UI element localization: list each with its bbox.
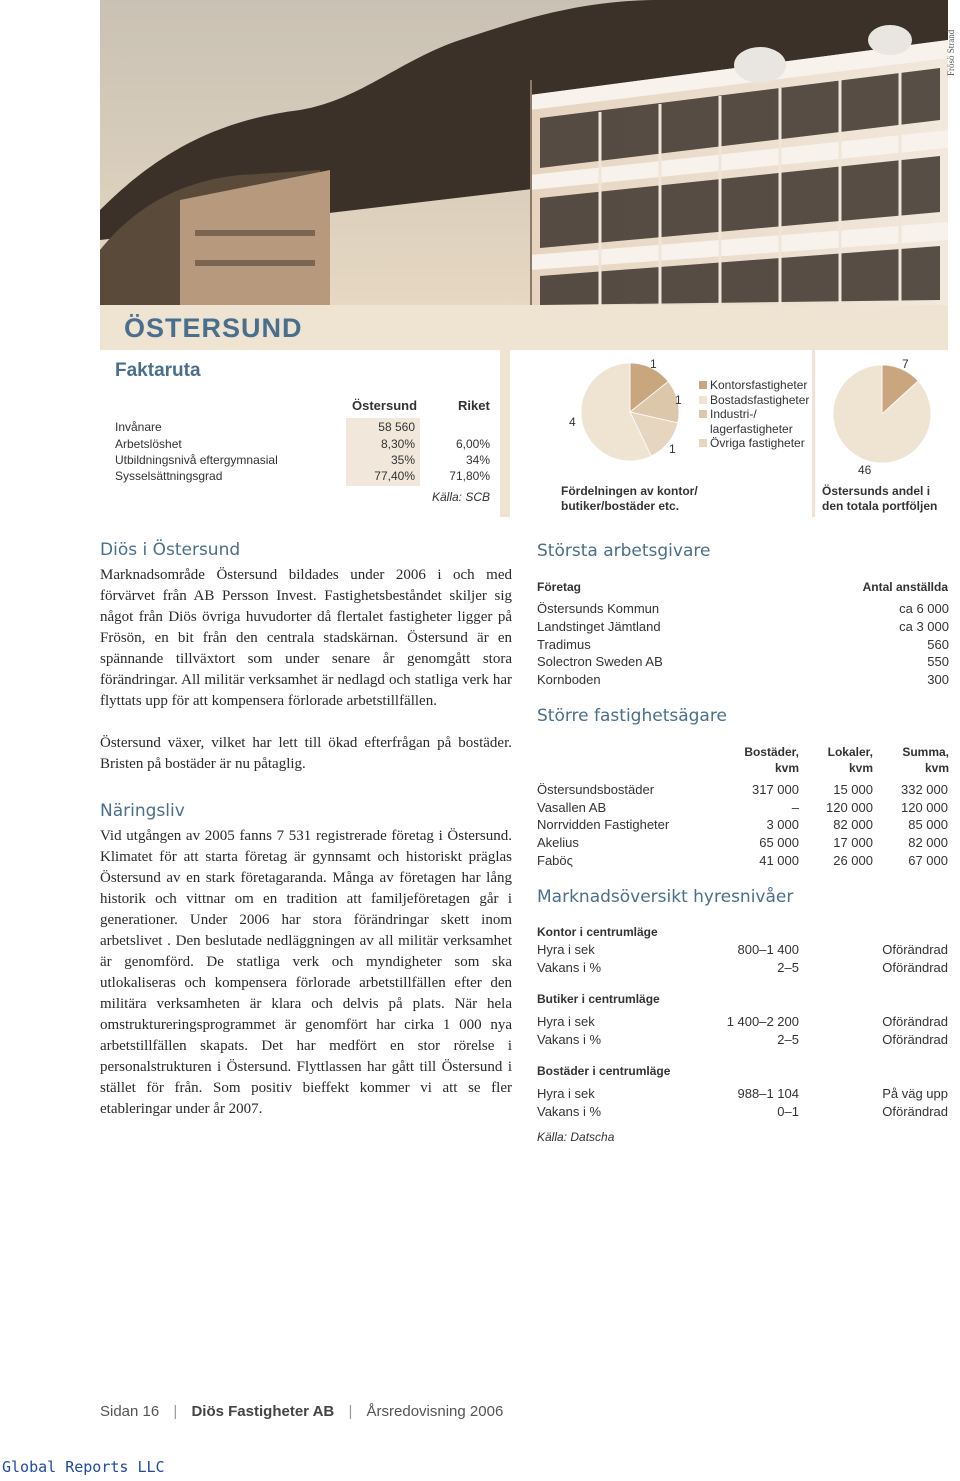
market-group-label: Butiker i centrumläge <box>537 992 660 1006</box>
market-row <box>537 1104 949 1121</box>
photo-credit: Frösö Strand <box>946 29 956 76</box>
market-row-trend: Oförändrad <box>882 1032 948 1047</box>
heading-naringsliv: Näringsliv <box>100 801 185 821</box>
market-row <box>537 1014 949 1031</box>
market-row <box>537 1086 949 1103</box>
building-photo <box>100 0 948 305</box>
pie2-value-label: 46 <box>858 463 872 477</box>
faktaruta-row <box>115 420 495 437</box>
left-column <box>100 540 512 1120</box>
owners-col1-header-line: Bostäder, <box>744 745 799 759</box>
market-row-label: Vakans i % <box>537 1104 602 1119</box>
market-row-trend: Oförändrad <box>882 960 948 975</box>
faktaruta-row-value1: 77,40% <box>374 469 415 483</box>
market-row-value: 800–1 400 <box>737 942 799 957</box>
owner-row <box>537 835 949 852</box>
owners-title: Större fastighetsägare <box>537 706 727 726</box>
heading-dios-i-ostersund: Diös i Östersund <box>100 540 241 560</box>
faktaruta-source: Källa: SCB <box>431 490 490 504</box>
faktaruta-col1-header: Östersund <box>352 398 418 413</box>
faktaruta-title: Faktaruta <box>115 360 201 381</box>
owner-lokaler: 26 000 <box>833 853 873 868</box>
legend-label: Övriga fastigheter <box>710 436 805 450</box>
employer-row <box>537 654 949 671</box>
pie2-chart <box>832 364 932 464</box>
faktaruta-row-value2: 34% <box>465 453 490 467</box>
employer-count: 560 <box>927 637 949 652</box>
market-row <box>537 942 949 959</box>
faktaruta-row-value1: 35% <box>390 453 415 467</box>
employer-row <box>537 637 949 654</box>
paragraph: Vid utgången av 2005 fanns 7 531 registrerade företag i Östersund. Klimatet för att starta företag är gynnsamt och historiskt präglas Östersund av en stark företagaranda. Många av företagen har lång historik och vittnar om en tradition att familjeföretagen går i generationer. Under 2006 har stora förändringar skett inom arbetslivet . Den beslutade nedläggningen av all militär verksamhet är genomförd. De statliga verk och myndigheter som ska utlokaliseras och kompensera förlorade arbetstillfällen efter den militära verksamheten är klara och delvis på plats. När hela omstruktureringsprogrammet är genomfört har cirka 1 000 nya arbetstillfällen skapats. Det har medfört en stor rörelse i personalstrukturen i Östersund. Flyttlassen har gått till Östersund i stället för från. Som positiv bieffekt kommer vi att se fler etableringar under år 2007. <box>100 828 512 1117</box>
legend-item <box>699 393 809 408</box>
employer-name: Solectron Sweden AB <box>537 654 663 669</box>
employer-count: 550 <box>927 654 949 669</box>
owner-name: Akelius <box>537 835 579 850</box>
pie1-legend <box>699 378 809 451</box>
footer-company: Diös Fastigheter AB <box>191 1403 335 1420</box>
faktaruta-col2-header: Riket <box>458 398 490 413</box>
page-footer <box>100 1403 503 1420</box>
owner-name: Norrvidden Fastigheter <box>537 817 670 832</box>
employer-name: Östersunds Kommun <box>537 601 660 616</box>
owner-lokaler: 15 000 <box>833 782 873 797</box>
employer-count: 300 <box>927 672 949 687</box>
faktaruta-row-value2: 71,80% <box>449 469 490 483</box>
market-row-label: Hyra i sek <box>537 942 595 957</box>
employer-count: ca 6 000 <box>899 601 949 616</box>
owner-name: Östersundsbostäder <box>537 782 655 797</box>
legend-item <box>699 422 809 437</box>
market-title: Marknadsöversikt hyresnivåer <box>537 887 794 907</box>
market-row-value: 988–1 104 <box>737 1086 799 1101</box>
legend-swatch <box>699 396 707 404</box>
market-row-label: Vakans i % <box>537 960 602 975</box>
owner-row <box>537 853 949 870</box>
faktaruta-row-label: Invånare <box>115 420 162 434</box>
owners-col1-header <box>744 744 799 776</box>
owners-col1-header-line: kvm <box>774 761 799 775</box>
pie1-chart <box>580 362 680 462</box>
market-row <box>537 1032 949 1049</box>
legend-label: Kontorsfastigheter <box>710 378 808 392</box>
owner-bostader: 317 000 <box>752 782 799 797</box>
owner-lokaler: 82 000 <box>833 817 873 832</box>
market-source: Källa: Datscha <box>537 1130 615 1144</box>
market-row-value: 2–5 <box>777 1032 799 1047</box>
faktaruta-row-value1: 58 560 <box>378 420 415 434</box>
employer-name: Tradimus <box>537 637 591 652</box>
pie1-value-label: 1 <box>669 442 676 456</box>
owners-col3-header-line: kvm <box>924 761 949 775</box>
footer-separator: | <box>348 1403 353 1420</box>
employer-row <box>537 672 949 689</box>
faktaruta-row-label: Utbildningsnivå eftergymnasial <box>115 453 278 467</box>
employer-row <box>537 619 949 636</box>
market-row-label: Vakans i % <box>537 1032 602 1047</box>
owner-summa: 332 000 <box>901 782 948 797</box>
faktaruta-row <box>115 453 495 470</box>
employers-col2-header: Antal anställda <box>862 580 948 594</box>
employers-col1-header: Företag <box>537 580 582 594</box>
paragraph: Marknadsområde Östersund bildades under 2006 i och med förvärvet från AB Persson Invest. Fastighetsbeståndet skiljer sig något från Diös övriga huvudorter då flertalet fastigheter ligger på Frösön, en bit från den centrala stadskärnan. Östersund är en spännande tillväxtort som under senare år genomgått stora förändringar. All militär verksamhet är nedlagd och statliga verk har flyttats upp för att kompensera förlorade arbetstillfällen. <box>100 567 512 709</box>
owners-col2-header <box>828 744 873 776</box>
owner-lokaler: 17 000 <box>833 835 873 850</box>
market-row-trend: Oförändrad <box>882 942 948 957</box>
employer-name: Kornboden <box>537 672 601 687</box>
owner-summa: 82 000 <box>908 835 948 850</box>
paragraph: Östersund växer, vilket har lett till ökad efterfrågan på bostäder. Bristen på bostäder är nu påtaglig. <box>100 735 512 772</box>
owner-row <box>537 817 949 834</box>
owners-col3-header-line: Summa, <box>902 745 949 759</box>
pie1-value-label: 1 <box>675 393 682 407</box>
owner-row <box>537 800 949 817</box>
owner-summa: 85 000 <box>908 817 948 832</box>
employer-name: Landstinget Jämtland <box>537 619 661 634</box>
owner-bostader: 65 000 <box>759 835 799 850</box>
owner-bostader: – <box>791 800 799 815</box>
owner-summa: 120 000 <box>901 800 948 815</box>
legend-label: lagerfastigheter <box>710 421 793 436</box>
owner-lokaler: 120 000 <box>826 800 873 815</box>
owner-bostader: 3 000 <box>766 817 799 832</box>
legend-label: Industri-/ <box>710 407 757 421</box>
market-row-trend: Oförändrad <box>882 1014 948 1029</box>
faktaruta-row-value2: 6,00% <box>455 437 490 451</box>
employer-count: ca 3 000 <box>899 619 949 634</box>
legend-swatch <box>699 410 707 418</box>
footer-separator: | <box>173 1403 178 1420</box>
faktaruta-row <box>115 437 495 454</box>
legend-item <box>699 378 809 393</box>
market-row-trend: Oförändrad <box>882 1104 948 1119</box>
owner-bostader: 41 000 <box>759 853 799 868</box>
legend-label: Bostadsfastigheter <box>710 392 810 407</box>
employer-row <box>537 601 949 618</box>
legend-item <box>699 436 809 451</box>
market-row-label: Hyra i sek <box>537 1014 595 1029</box>
owner-name: Faböς <box>537 853 573 868</box>
faktaruta-row-value1: 8,30% <box>380 437 415 451</box>
faktaruta-row-label: Arbetslöshet <box>115 437 182 451</box>
pie1-caption <box>561 484 698 514</box>
owner-row <box>537 782 949 799</box>
pie2-value-label: 7 <box>902 357 909 371</box>
market-row-value: 2–5 <box>777 960 799 975</box>
market-row-trend: På väg upp <box>882 1086 948 1101</box>
pie2-caption <box>822 484 937 514</box>
pie2-caption-line: Östersunds andel i <box>822 484 931 498</box>
pie1-caption-line: butiker/bostäder etc. <box>561 499 680 513</box>
pie2-caption-line: den totala portföljen <box>822 499 938 513</box>
market-row <box>537 960 949 977</box>
owner-name: Vasallen AB <box>537 800 607 815</box>
owner-summa: 67 000 <box>908 853 948 868</box>
market-row-value: 0–1 <box>777 1104 799 1119</box>
owners-col2-header-line: kvm <box>848 761 873 775</box>
pie1-value-label: 1 <box>650 357 657 371</box>
city-title: ÖSTERSUND <box>124 313 303 343</box>
faktaruta-row-label: Sysselsättningsgrad <box>115 469 223 483</box>
faktaruta-row <box>115 469 495 486</box>
footer-report: Årsredovisning 2006 <box>366 1403 504 1420</box>
legend-item <box>699 407 809 422</box>
market-group-label: Kontor i centrumläge <box>537 925 658 939</box>
pie1-value-label: 4 <box>569 415 576 429</box>
legend-swatch <box>699 381 707 389</box>
market-group-label: Bostäder i centrumläge <box>537 1064 671 1078</box>
market-row-label: Hyra i sek <box>537 1086 595 1101</box>
legend-swatch <box>699 439 707 447</box>
footer-page: Sidan 16 <box>100 1403 160 1420</box>
market-row-value: 1 400–2 200 <box>726 1014 799 1029</box>
owners-col3-header <box>902 744 949 776</box>
pie1-caption-line: Fördelningen av kontor/ <box>561 484 698 498</box>
owners-col2-header-line: Lokaler, <box>827 745 873 759</box>
watermark: Global Reports LLC <box>2 1458 165 1476</box>
employers-title: Största arbetsgivare <box>537 541 711 561</box>
